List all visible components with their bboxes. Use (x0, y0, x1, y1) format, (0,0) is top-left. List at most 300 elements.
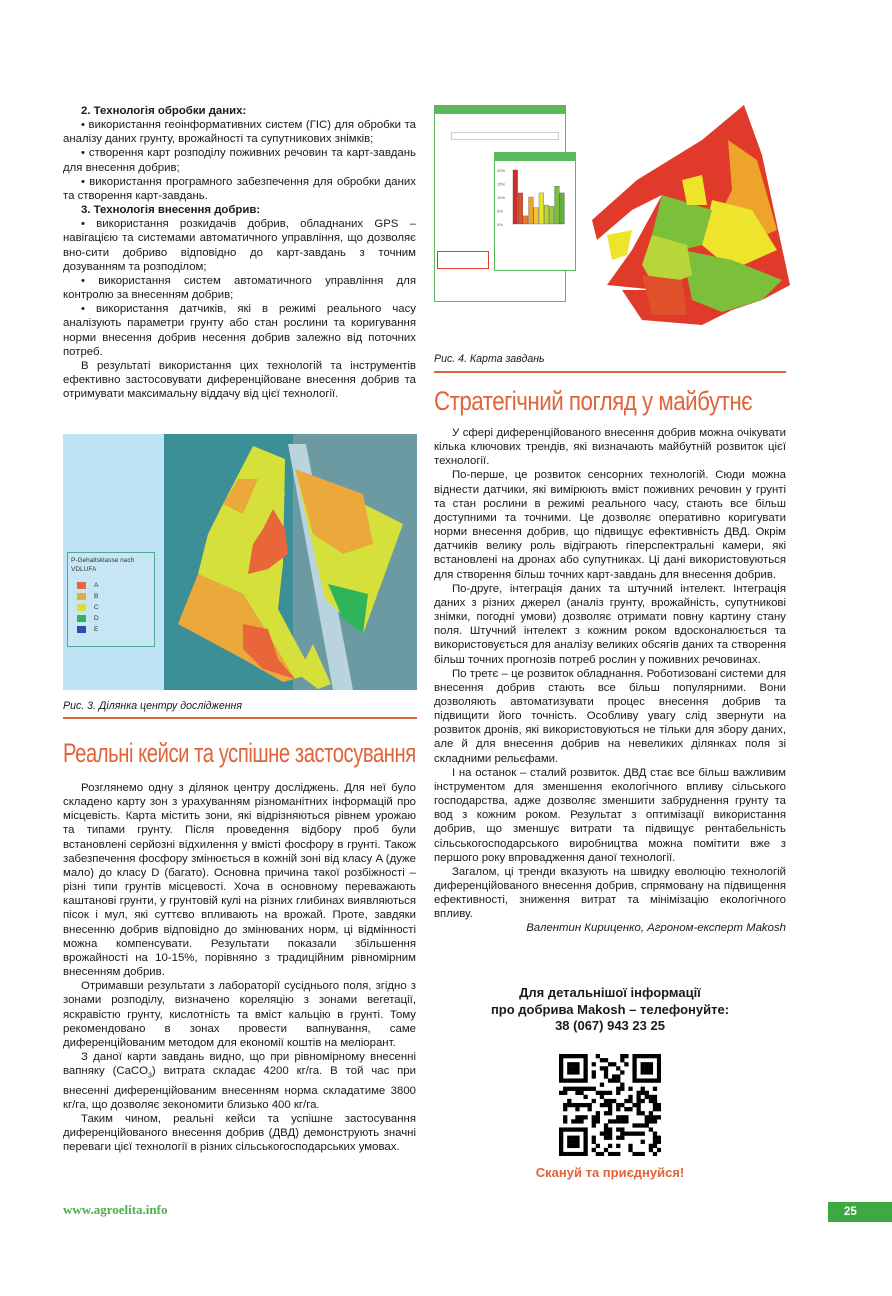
qr-module (592, 1136, 596, 1140)
qr-module (620, 1132, 624, 1136)
qr-module (653, 1132, 657, 1136)
qr-module (583, 1148, 587, 1152)
window-highlight-box (437, 251, 489, 269)
qr-module (563, 1119, 567, 1123)
qr-module (632, 1123, 636, 1127)
bullet-item: • використання програмного забезпечення для обробки даних та створення карт-завдань. (63, 175, 416, 202)
qr-module (575, 1103, 579, 1107)
qr-module (616, 1091, 620, 1095)
qr-module (616, 1078, 620, 1082)
left-intro-text (63, 104, 416, 401)
histogram-ytick: 0% (497, 222, 503, 227)
qr-module (596, 1115, 600, 1119)
qr-module (608, 1091, 612, 1095)
legend-item (77, 591, 151, 602)
qr-module (571, 1087, 575, 1091)
qr-module (608, 1111, 612, 1115)
qr-module (653, 1152, 657, 1156)
contact-phone[interactable]: 38 (067) 943 23 25 (555, 1018, 665, 1033)
qr-module (563, 1091, 567, 1095)
qr-module (567, 1070, 571, 1074)
legend-item (77, 602, 151, 613)
histogram-titlebar (495, 153, 575, 161)
histogram-chart (495, 162, 573, 262)
qr-module (657, 1054, 661, 1058)
qr-module (641, 1132, 645, 1136)
qr-module (649, 1148, 653, 1152)
qr-module (575, 1152, 579, 1156)
qr-module (641, 1066, 645, 1070)
qr-module (641, 1062, 645, 1066)
page-number-badge: 25 (828, 1202, 892, 1222)
qr-module (604, 1058, 608, 1062)
qr-module (567, 1127, 571, 1131)
histogram-bar (549, 206, 554, 224)
qr-module (632, 1078, 636, 1082)
histogram-bar (560, 193, 565, 224)
qr-module (559, 1054, 563, 1058)
scan-call-to-action: Скануй та приєднуйся! (535, 1165, 685, 1180)
histogram-ytick: 15% (497, 181, 506, 187)
qr-module (657, 1136, 661, 1140)
legend-label: B (94, 593, 99, 600)
qr-module (641, 1087, 645, 1091)
qr-module (657, 1103, 661, 1107)
qr-module (637, 1107, 641, 1111)
qr-module (608, 1062, 612, 1066)
qr-module (657, 1058, 661, 1062)
qr-module (608, 1078, 612, 1082)
qr-module (608, 1144, 612, 1148)
figure-4-task-map (432, 100, 790, 345)
qr-module (620, 1087, 624, 1091)
qr-module (571, 1066, 575, 1070)
histogram-bar (513, 170, 518, 224)
lime-text-after: ) витрата складає 4200 кг/га. В той час при внесенні диференційованим внесенням норма складатиме 3800 кг/га, що дозволяє зекономити близько 400 кг/га. (63, 1065, 417, 1111)
qr-module (608, 1127, 612, 1131)
qr-module (592, 1148, 596, 1152)
qr-module (616, 1074, 620, 1078)
qr-module (620, 1136, 624, 1140)
qr-module (567, 1103, 571, 1107)
qr-module (632, 1103, 636, 1107)
qr-module (645, 1078, 649, 1082)
lime-subscript: 3 (148, 1072, 152, 1080)
histogram-ytick: 20% (497, 168, 506, 173)
qr-module (563, 1107, 567, 1111)
qr-module (567, 1087, 571, 1091)
qr-module (567, 1078, 571, 1082)
qr-module (616, 1107, 620, 1111)
qr-module (612, 1152, 616, 1156)
legend-swatch (77, 615, 86, 622)
qr-module (641, 1123, 645, 1127)
qr-module (575, 1062, 579, 1066)
qr-module (571, 1127, 575, 1131)
figure-4-divider (434, 371, 786, 373)
bullet-item: • використання геоінформативних систем (ГІС) для обробки та аналізу даних грунту, врожайності та супутникових знімків; (63, 119, 416, 146)
qr-module (583, 1074, 587, 1078)
qr-module (604, 1099, 608, 1103)
qr-module (600, 1066, 604, 1070)
qr-module (628, 1107, 632, 1111)
qr-module (653, 1087, 657, 1091)
qr-module (657, 1062, 661, 1066)
qr-module (628, 1095, 632, 1099)
qr-module (583, 1127, 587, 1131)
qr-module (571, 1054, 575, 1058)
map-legend (67, 552, 155, 647)
bullet-item: • створення карт розподілу поживних речовин та карт-завдань для внесення добрив; (63, 147, 416, 174)
qr-module (645, 1070, 649, 1074)
qr-module (628, 1148, 632, 1152)
qr-module (608, 1136, 612, 1140)
qr-module (616, 1066, 620, 1070)
qr-module (575, 1144, 579, 1148)
legend-swatch (77, 582, 86, 589)
qr-module (645, 1066, 649, 1070)
qr-module (632, 1054, 636, 1058)
bullet-item: • використання датчиків, які в режимі реального часу аналізують параметри грунту або стан рослини та коригування норми внесення добрив несення добрив залежно від поточних потреб. (63, 303, 416, 358)
qr-module (583, 1115, 587, 1119)
qr-module (579, 1127, 583, 1131)
bullet-item: • використання розкидачів добрив, обладнаних GPS – навігацією та системами автоматичного управління, що дозволяє вно-сити добриво відповідно до карт-завдань з точним дозуванням та розподілом; (63, 218, 416, 273)
qr-module (620, 1070, 624, 1074)
qr-module (604, 1103, 608, 1107)
case-paragraph-1: Розглянемо одну з ділянок центру досліджень. Для неї було складено карту зон з урахуванням різноманітних інформацій про місцевість. Карта містить зони, які відрізняються рівнем урожаю та типами грунту. Після проведення відбору проб були встановлені серйозні відхилення у вмісті фосфору в грунті. Також забезпечення фосфору змінюється в кожній зоні від класу A (дуже мало) до класу D (багато). Основна причина такої розбіжності – різні типи грунтів місцевості. Хоча в основному переважають каштанові грунти, у грунтовій кулі на різних глибинах виявляються пісок і мул, які суттєво впливають на врожай. Проте, завдяки внесенню добрив відповідно до змінюваних норм, ці відмінності можна компенсувати. Результати показали збільшення врожайності на 10-15%, порівняно з традиційним рівномірним внесенням добрив. (63, 782, 416, 979)
qr-module (653, 1095, 657, 1099)
qr-module (559, 1058, 563, 1062)
qr-module (592, 1123, 596, 1127)
qr-module (620, 1103, 624, 1107)
paragraph: По-друге, інтеграція даних та штучний інтелект. Інтеграція даних з різних джерел (аналіз грунту, врожайність, супутникові знімки, погодні умови) дозволяє отримати повну картину стану поля. Штучний інтелект з кожним роком вдосконалюється та використовується для аналізу великих обсягів даних та створення більш точних прогнозів потреб рослин у поживних речовинах. (434, 582, 786, 666)
qr-module (567, 1066, 571, 1070)
closing-paragraph: Таким чином, реальні кейси та успішне застосування диференційованого внесення добрив (ДВД) демонструють значні переваги цієї технології в різних сільськогосподарських умовах. (63, 1112, 416, 1154)
qr-module (649, 1095, 653, 1099)
author-signature: Валентин Кириценко, Агроном-експерт Makosh (526, 922, 786, 935)
qr-module (583, 1054, 587, 1058)
qr-module (645, 1115, 649, 1119)
qr-module (632, 1074, 636, 1078)
qr-module (567, 1136, 571, 1140)
qr-module (600, 1103, 604, 1107)
qr-module (649, 1111, 653, 1115)
qr-module (592, 1119, 596, 1123)
qr-module (649, 1054, 653, 1058)
contact-line-2: про добрива Makosh – телефонуйте: (490, 1001, 730, 1017)
qr-module (579, 1152, 583, 1156)
qr-module (628, 1087, 632, 1091)
qr-module (653, 1054, 657, 1058)
qr-module (649, 1070, 653, 1074)
qr-module (653, 1103, 657, 1107)
qr-module (600, 1152, 604, 1156)
qr-module (620, 1083, 624, 1087)
qr-module (575, 1127, 579, 1131)
qr-module (559, 1132, 563, 1136)
qr-module (649, 1099, 653, 1103)
qr-module (608, 1152, 612, 1156)
qr-module (588, 1107, 592, 1111)
qr-module (583, 1087, 587, 1091)
qr-module (600, 1132, 604, 1136)
qr-module (567, 1144, 571, 1148)
qr-module (596, 1152, 600, 1156)
qr-module (567, 1152, 571, 1156)
qr-module (575, 1070, 579, 1074)
qr-module (583, 1078, 587, 1082)
subheading: 3. Технологія внесення добрив: (81, 204, 261, 217)
qr-module (628, 1144, 632, 1148)
qr-module (641, 1054, 645, 1058)
qr-module (641, 1070, 645, 1074)
qr-module (596, 1144, 600, 1148)
qr-module (637, 1091, 641, 1095)
qr-module (596, 1111, 600, 1115)
qr-module (559, 1070, 563, 1074)
qr-module (632, 1152, 636, 1156)
qr-module (657, 1115, 661, 1119)
qr-module (592, 1087, 596, 1091)
paragraph: По третє – це розвиток обладнання. Роботизовані системи для внесення добрив стають все більш популярними. Вони дозволяють автоматизувати процес внесення добрив та підвищити його точність. Особливу увагу слід звернути на розвиток дронів, які використовуються не тільки для збору даних, але й для внесення добрив на невеликих ділянках поля зі складними рельєфами. (434, 667, 786, 765)
qr-module (559, 1144, 563, 1148)
qr-module (653, 1140, 657, 1144)
qr-module (608, 1099, 612, 1103)
qr-module (575, 1140, 579, 1144)
qr-module (571, 1062, 575, 1066)
qr-module (612, 1074, 616, 1078)
qr-module (608, 1107, 612, 1111)
qr-module (567, 1140, 571, 1144)
qr-module (592, 1070, 596, 1074)
qr-module (559, 1136, 563, 1140)
histogram-bar (539, 193, 544, 224)
qr-module (579, 1087, 583, 1091)
qr-module (600, 1058, 604, 1062)
qr-module (649, 1144, 653, 1148)
qr-module (592, 1140, 596, 1144)
qr-module (571, 1103, 575, 1107)
qr-module (583, 1095, 587, 1099)
legend-label: E (94, 626, 99, 633)
lime-paragraph (63, 1050, 416, 1112)
qr-module (649, 1127, 653, 1131)
qr-module (604, 1091, 608, 1095)
qr-module (583, 1140, 587, 1144)
qr-module (575, 1054, 579, 1058)
qr-module (592, 1074, 596, 1078)
task-map-window-titlebar (435, 106, 565, 114)
qr-module (624, 1107, 628, 1111)
qr-code[interactable] (559, 1054, 661, 1156)
qr-module (637, 1078, 641, 1082)
qr-module (616, 1127, 620, 1131)
qr-module (637, 1123, 641, 1127)
qr-module (596, 1119, 600, 1123)
qr-module (637, 1054, 641, 1058)
qr-module (653, 1078, 657, 1082)
legend-label: D (94, 615, 99, 622)
qr-module (632, 1132, 636, 1136)
qr-module (567, 1062, 571, 1066)
qr-module (563, 1152, 567, 1156)
qr-module (645, 1091, 649, 1095)
qr-module (641, 1111, 645, 1115)
qr-module (620, 1058, 624, 1062)
qr-module (653, 1107, 657, 1111)
qr-module (645, 1062, 649, 1066)
qr-module (579, 1115, 583, 1119)
qr-module (559, 1062, 563, 1066)
qr-module (571, 1152, 575, 1156)
paragraph: Загалом, ці тренди вказують на швидку еволюцію технологій диференційованого внесення добрив, спрямовану на підвищення ефективності, зниження витрат та мінімізацію екологічного впливу. (434, 865, 786, 921)
qr-module (563, 1087, 567, 1091)
legend-swatch (77, 626, 86, 633)
qr-module (575, 1115, 579, 1119)
qr-module (608, 1132, 612, 1136)
qr-module (649, 1078, 653, 1082)
qr-module (604, 1070, 608, 1074)
qr-module (632, 1066, 636, 1070)
histogram-bar (534, 208, 539, 224)
qr-module (575, 1078, 579, 1082)
qr-module (583, 1103, 587, 1107)
qr-module (583, 1062, 587, 1066)
section-title-strategic-view: Стратегічний погляд у майбутнє (434, 386, 753, 416)
qr-module (559, 1091, 563, 1095)
qr-module (628, 1099, 632, 1103)
qr-module (592, 1062, 596, 1066)
qr-module (571, 1136, 575, 1140)
qr-module (645, 1119, 649, 1123)
qr-module (559, 1066, 563, 1070)
left-cases-text (63, 781, 416, 1154)
qr-module (583, 1144, 587, 1148)
qr-module (637, 1111, 641, 1115)
qr-module (559, 1127, 563, 1131)
qr-module (637, 1132, 641, 1136)
qr-module (588, 1103, 592, 1107)
qr-module (604, 1074, 608, 1078)
histogram-bar (529, 197, 534, 224)
histogram-bar (523, 216, 528, 224)
qr-module (637, 1099, 641, 1103)
qr-module (559, 1078, 563, 1082)
footer-website-link[interactable]: www.agroelita.info (63, 1202, 168, 1217)
qr-module (612, 1062, 616, 1066)
qr-module (583, 1070, 587, 1074)
qr-module (575, 1087, 579, 1091)
qr-module (583, 1132, 587, 1136)
qr-module (575, 1066, 579, 1070)
qr-module (579, 1119, 583, 1123)
qr-module (596, 1054, 600, 1058)
histogram-bar (544, 205, 549, 224)
qr-module (657, 1066, 661, 1070)
qr-module (604, 1111, 608, 1115)
qr-module (612, 1099, 616, 1103)
qr-module (649, 1062, 653, 1066)
paragraph: По-перше, це розвиток сенсорних технологій. Сюди можна віднести датчики, які вимірюють вміст поживних речовин у грунті та стан рослини в режимі реального часу, стають все більш доступними та точними. Це дозволяє оперативно коригувати норми внесення добрив, що підвищує ефективність ДВД. Окрім датчиків велику роль відіграють гіперспектральні камери, які встановлені на дронах або супутниках. Ці дані використовуються для створення більш точних карт-завдань для внесення добрив. (434, 469, 786, 581)
qr-module (612, 1078, 616, 1082)
qr-module (583, 1136, 587, 1140)
qr-module (583, 1152, 587, 1156)
qr-module (608, 1119, 612, 1123)
section-title-real-cases: Реальні кейси та успішне застосування (63, 738, 416, 768)
qr-module (583, 1066, 587, 1070)
qr-module (583, 1058, 587, 1062)
contact-line-1: Для детальнішої інформації (519, 985, 701, 1000)
histogram-window (494, 152, 576, 271)
qr-module (559, 1074, 563, 1078)
qr-module (620, 1054, 624, 1058)
qr-module (620, 1115, 624, 1119)
qr-module (604, 1066, 608, 1070)
qr-module (649, 1119, 653, 1123)
window-field-box (451, 132, 559, 140)
qr-module (571, 1144, 575, 1148)
qr-module (620, 1119, 624, 1123)
qr-module (616, 1136, 620, 1140)
qr-module (641, 1099, 645, 1103)
histogram-bar (555, 186, 560, 224)
qr-module (637, 1103, 641, 1107)
qr-module (653, 1136, 657, 1140)
figure-3-field-map (63, 434, 417, 690)
legend-item (77, 580, 151, 591)
qr-module (649, 1115, 653, 1119)
qr-module (645, 1054, 649, 1058)
qr-module (641, 1091, 645, 1095)
qr-module (616, 1087, 620, 1091)
qr-module (579, 1054, 583, 1058)
qr-module (657, 1074, 661, 1078)
qr-module (575, 1119, 579, 1123)
qr-module (649, 1066, 653, 1070)
qr-module (600, 1083, 604, 1087)
figure-3-divider (63, 717, 417, 719)
legend-title: P-Gehaltsklasse nach VDLUFA (71, 557, 135, 573)
qr-module (604, 1132, 608, 1136)
qr-module (641, 1140, 645, 1144)
qr-module (559, 1148, 563, 1152)
qr-module (624, 1119, 628, 1123)
qr-module (632, 1062, 636, 1066)
qr-module (653, 1144, 657, 1148)
qr-module (600, 1095, 604, 1099)
bullet-item: • використання систем автоматичного управління для контролю за внесенням добрив; (63, 274, 416, 302)
qr-module (563, 1103, 567, 1107)
qr-module (616, 1144, 620, 1148)
qr-module (604, 1123, 608, 1127)
qr-module (571, 1119, 575, 1123)
qr-module (616, 1115, 620, 1119)
legend-item (77, 613, 151, 624)
qr-module (567, 1054, 571, 1058)
qr-module (616, 1103, 620, 1107)
qr-module (616, 1119, 620, 1123)
qr-module (604, 1148, 608, 1152)
qr-module (657, 1107, 661, 1111)
qr-module (624, 1132, 628, 1136)
qr-module (628, 1132, 632, 1136)
qr-module (624, 1054, 628, 1058)
qr-module (616, 1152, 620, 1156)
qr-module (579, 1103, 583, 1107)
qr-module (588, 1087, 592, 1091)
qr-module (592, 1115, 596, 1119)
subheading: 2. Технологія обробки даних: (81, 105, 247, 117)
